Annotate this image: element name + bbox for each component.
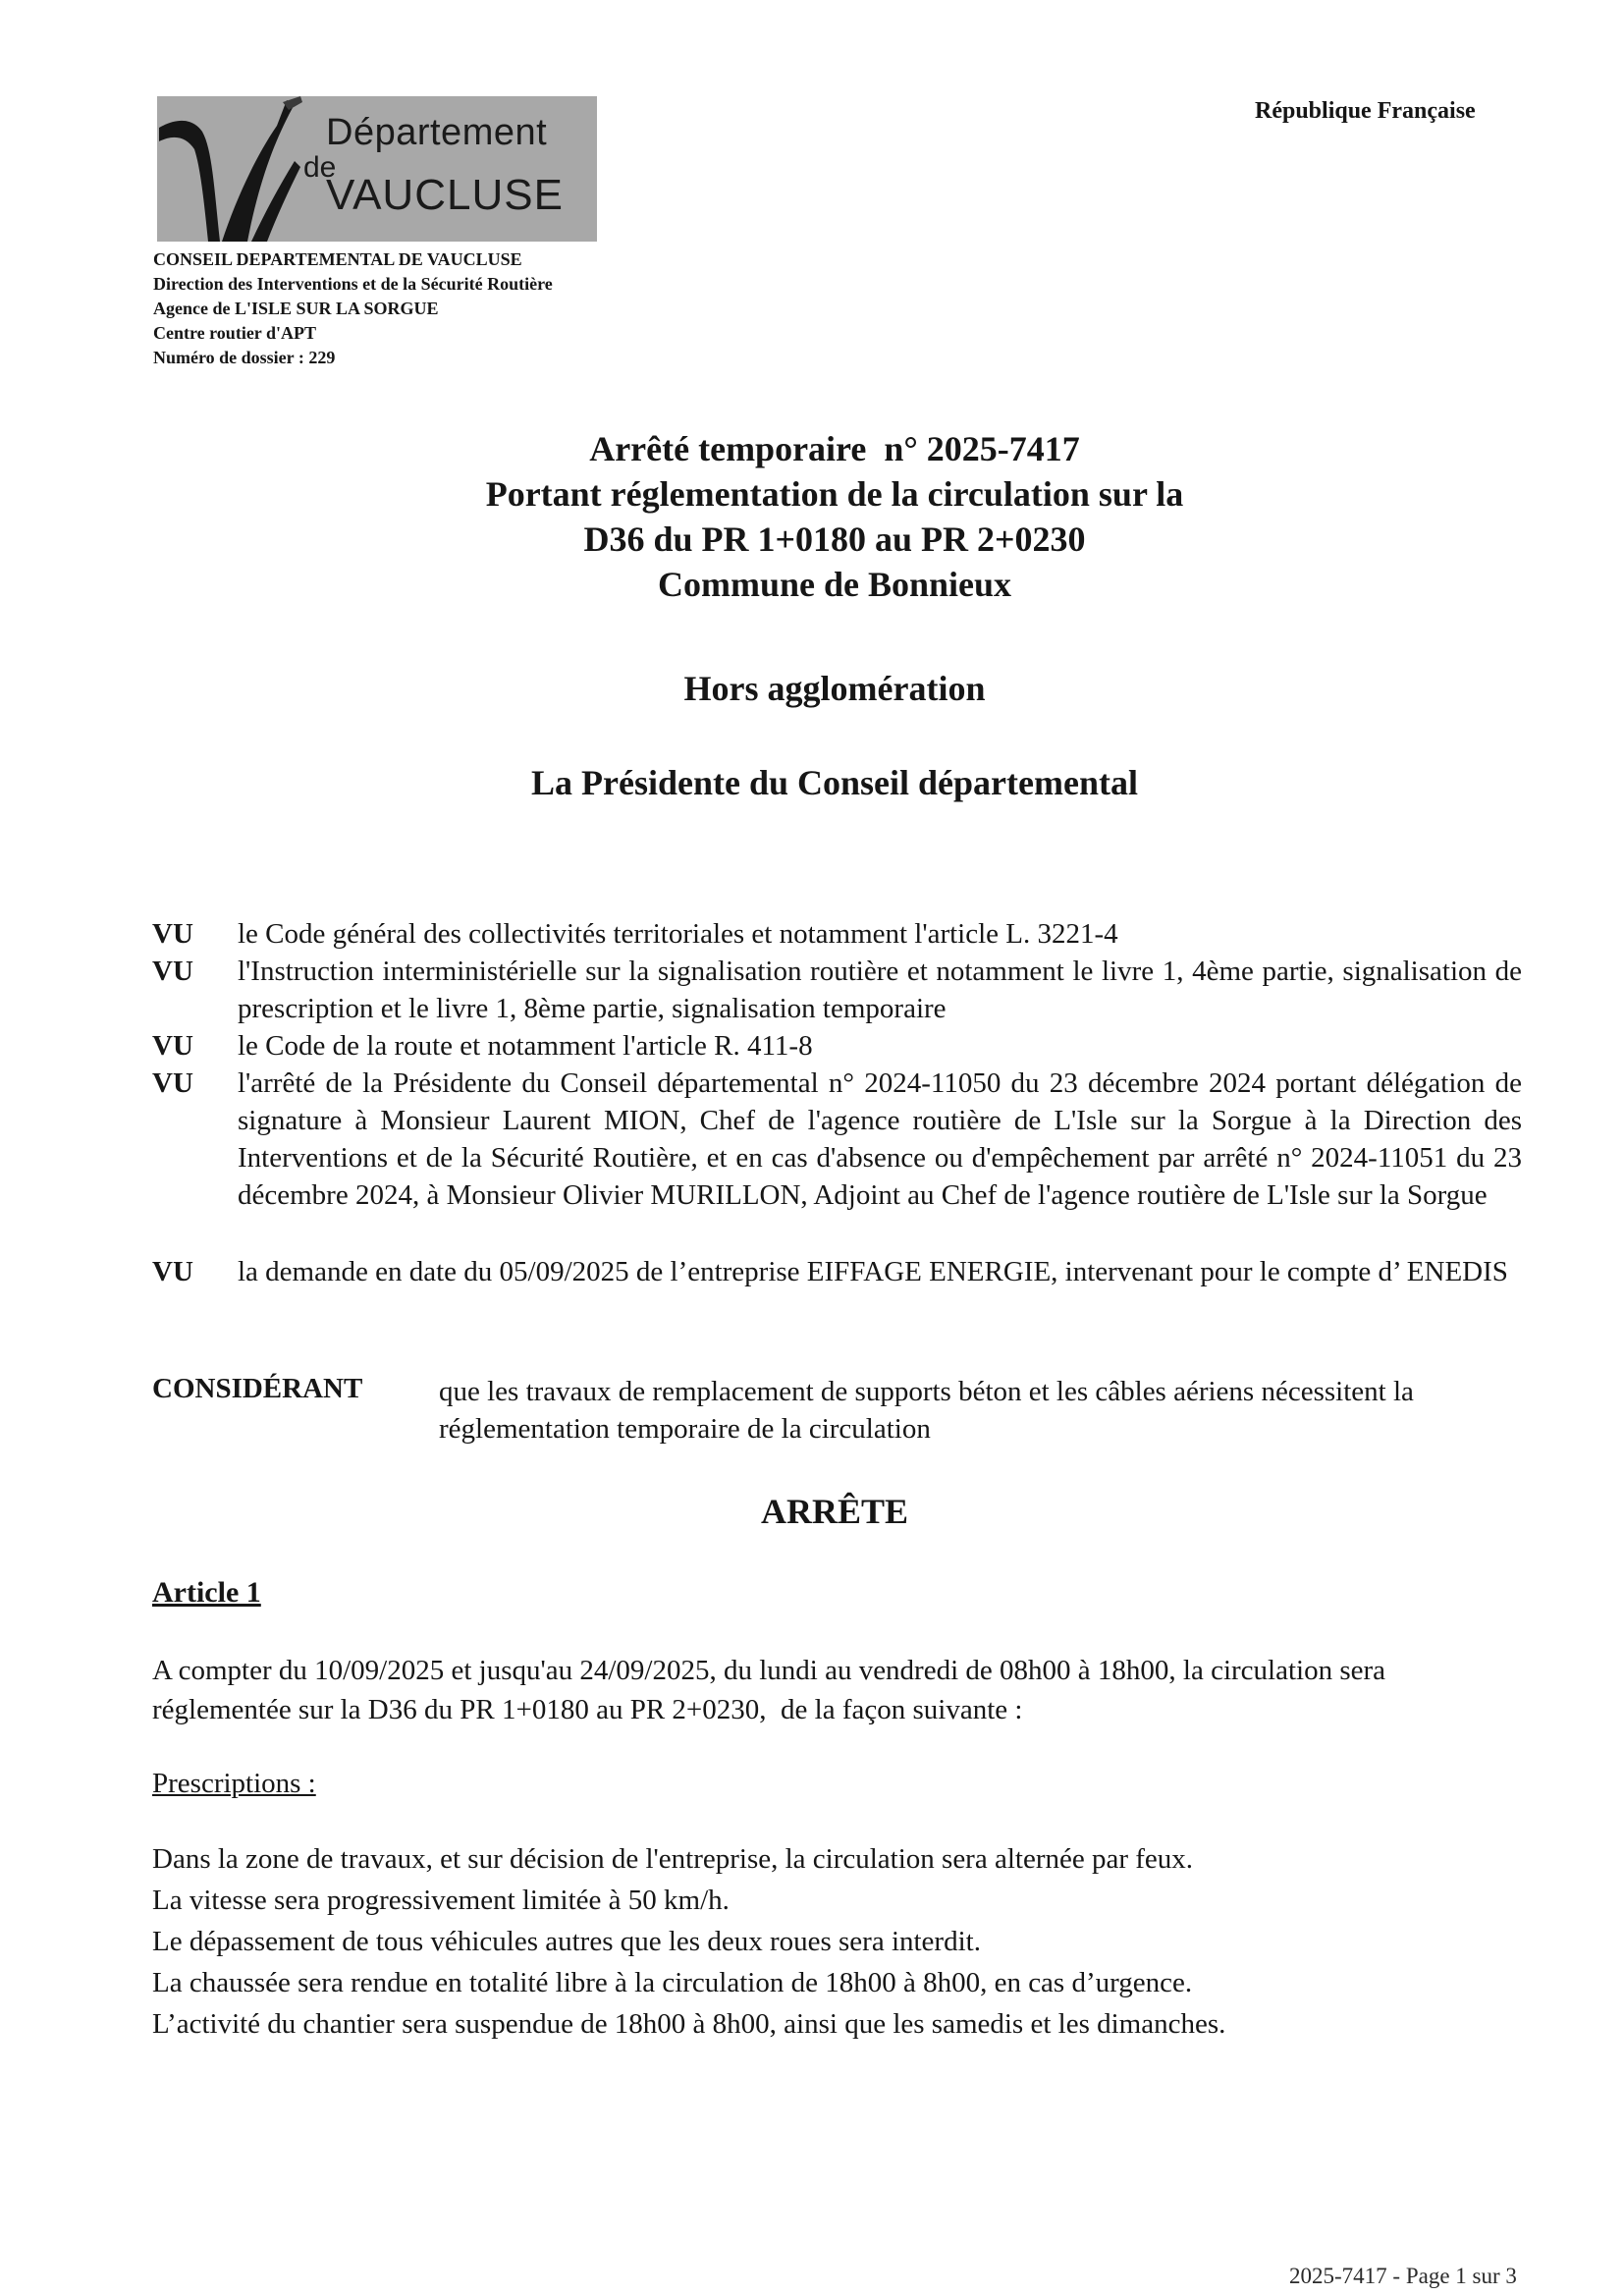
prescription-item: Dans la zone de travaux, et sur décision de l'entreprise, la circulation sera alternée par feux. [152, 1843, 1194, 1875]
title-line: Commune de Bonnieux [657, 565, 1012, 604]
vu-label: VU [152, 1067, 193, 1099]
vaucluse-logo [157, 96, 597, 242]
org-line: Direction des Interventions et de la Sécurité Routière [153, 274, 553, 294]
org-line: Agence de L'ISLE SUR LA SORGUE [153, 299, 439, 318]
logo-line2: VAUCLUSE [326, 171, 564, 219]
vu-label: VU [152, 956, 193, 987]
dossier-number: Numéro de dossier : 229 [153, 348, 336, 367]
prescription-item: L’activité du chantier sera suspendue de 18h00 à 8h00, ainsi que les samedis et les dimanches. [152, 2008, 1226, 2040]
title-line: Arrêté temporaire n° 2025-7417 [589, 429, 1080, 468]
vu-text: la demande en date du 05/09/2025 de l’entreprise EIFFAGE ENERGIE, intervenant pour le compte d’ ENEDIS [238, 1256, 1508, 1287]
logo-de: de [303, 151, 337, 184]
vu-text: l'arrêté de la Présidente du Conseil départemental n° 2024-11050 du 23 décembre 2024 portant délégation de signature à Monsieur Laurent MION, Chef de l'agence routière de L'Isle sur la Sorgue à la Direction des Interventions et de la Sécurité Routière, et en cas d'absence ou d'empêchement par arrêté n° 2024-11051 du 23 décembre 2024, à Monsieur Olivier MURILLON, Adjoint au Chef de l'agence routière de L'Isle sur la Sorgue [238, 1067, 1522, 1211]
vu-text: le Code général des collectivités territoriales et notamment l'article L. 3221-4 [238, 918, 1118, 950]
prescriptions-label: Prescriptions : [152, 1768, 316, 1799]
vu-label: VU [152, 1030, 193, 1062]
hors-agglomeration: Hors agglomération [683, 669, 986, 708]
prescription-item: La vitesse sera progressivement limitée à 50 km/h. [152, 1885, 730, 1916]
org-line: Centre routier d'APT [153, 323, 316, 343]
considerant-label: CONSIDÉRANT [152, 1373, 363, 1404]
vu-label: VU [152, 918, 193, 950]
prescriptions-list [152, 1838, 1522, 2045]
organization-block [153, 247, 553, 370]
vu-text: l'Instruction interministérielle sur la signalisation routière et notamment le livre 1, 4ème partie, signalisation de prescription et le livre 1, 8ème partie, signalisation temporaire [238, 956, 1522, 1024]
vu-label: VU [152, 1256, 193, 1287]
prescription-item: Le dépassement de tous véhicules autres que les deux roues sera interdit. [152, 1926, 981, 1957]
vu-item [152, 1027, 1522, 1065]
republique-francaise: République Française [1255, 98, 1476, 124]
presidente-heading: La Présidente du Conseil départemental [531, 763, 1138, 802]
arrete-heading: ARRÊTE [760, 1492, 909, 1531]
title-line: D36 du PR 1+0180 au PR 2+0230 [583, 519, 1086, 559]
vu-item [152, 953, 1522, 1027]
considerant-text: que les travaux de remplacement de supports béton et les câbles aériens nécessitent la réglementation temporaire de la circulation [439, 1376, 1414, 1445]
vu-item [152, 1253, 1522, 1290]
vu-text: le Code de la route et notamment l'article R. 411-8 [238, 1030, 813, 1062]
org-line: CONSEIL DEPARTEMENTAL DE VAUCLUSE [153, 249, 522, 269]
article-1-text: A compter du 10/09/2025 et jusqu'au 24/09/2025, du lundi au vendredi de 08h00 à 18h00, la circulation sera réglementée sur la D36 du PR 1+0180 au PR 2+0230, de la façon suivante : [152, 1655, 1393, 1725]
document-title [295, 426, 1375, 607]
vu-item [152, 1065, 1522, 1214]
page-footer: 2025-7417 - Page 1 sur 3 [1289, 2264, 1517, 2288]
article-1-heading: Article 1 [152, 1576, 261, 1609]
vu-item [152, 915, 1522, 953]
logo-line1: Département [326, 112, 548, 153]
title-line: Portant réglementation de la circulation sur la [485, 474, 1184, 514]
prescription-item: La chaussée sera rendue en totalité libre à la circulation de 18h00 à 8h00, en cas d’urgence. [152, 1967, 1193, 1998]
